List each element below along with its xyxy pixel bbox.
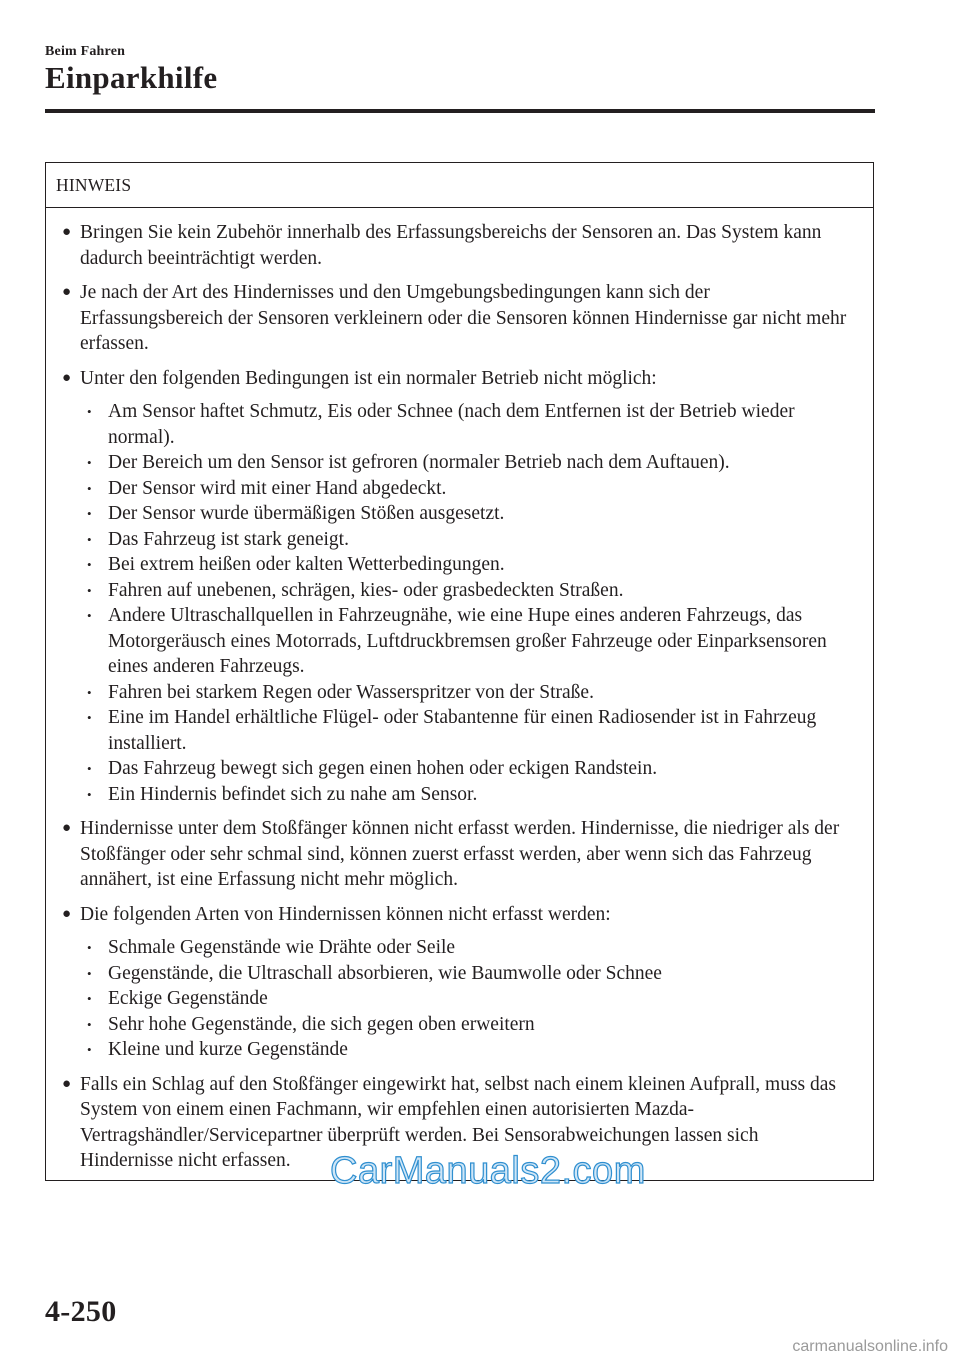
sub-list-item (80, 476, 855, 502)
sub-list-item (80, 527, 855, 553)
list-item-text: Hindernisse unter dem Stoßfänger können nicht erfasst werden. Hindernisse, die niedriger als der Stoßfänger oder sehr schmal sind, können zuerst erfasst werden, aber wenn sich das Fahrzeug annähert, ist eine Erfassung nicht mehr möglich. (80, 818, 840, 890)
small-bullet-icon: • (87, 480, 92, 496)
sub-list-item-text: Bei extrem heißen oder kalten Wetterbedingungen. (108, 554, 505, 575)
list-item (62, 280, 855, 357)
bullet-icon: ● (62, 1075, 72, 1092)
sub-list-item (80, 399, 855, 450)
small-bullet-icon: • (87, 786, 92, 802)
sub-list-item-text: Eine im Handel erhältliche Flügel- oder Stabantenne für einen Radiosender ist in Fahrzeug installiert. (108, 707, 817, 754)
list-item-text: Je nach der Art des Hindernisses und den Umgebungsbedingungen kann sich der Erfassungsbereich der Sensoren verkleinern oder die Sensoren können Hindernisse gar nicht mehr erfassen. (80, 282, 847, 354)
small-bullet-icon: • (87, 531, 92, 547)
sub-list-item (80, 961, 855, 987)
sub-list-item (80, 552, 855, 578)
sub-list-item-text: Das Fahrzeug ist stark geneigt. (108, 528, 349, 550)
small-bullet-icon: • (87, 965, 92, 981)
small-bullet-icon: • (87, 455, 92, 470)
header-divider (45, 109, 875, 113)
list-item (62, 816, 855, 893)
sub-list-item (80, 935, 855, 961)
bullet-icon: ● (62, 369, 72, 386)
sub-list-item (80, 450, 855, 476)
list-item (62, 366, 855, 808)
list-item (62, 220, 855, 271)
sub-list-item-text: Der Sensor wurde übermäßigen Stößen ausgesetzt. (108, 503, 505, 524)
sub-list-item-text: Ein Hindernis befindet sich zu nahe am Sensor. (108, 783, 478, 805)
sub-list-item-text: Fahren bei starkem Regen oder Wasserspritzer von der Straße. (108, 681, 594, 703)
sub-list-item-text: Das Fahrzeug bewegt sich gegen einen hohen oder eckigen Randstein. (108, 758, 658, 779)
sub-list-item-text: Gegenstände, die Ultraschall absorbieren, wie Baumwolle oder Schnee (108, 962, 662, 984)
sub-list-item (80, 705, 855, 756)
section-label: Beim Fahren (45, 44, 126, 59)
sub-list-item (80, 782, 855, 808)
sub-list-item-text: Der Bereich um den Sensor ist gefroren (normaler Betrieb nach dem Auftauen). (108, 452, 730, 473)
list-item-text: Die folgenden Arten von Hindernissen können nicht erfasst werden: (80, 903, 611, 925)
list-item-text: Unter den folgenden Bedingungen ist ein normaler Betrieb nicht möglich: (80, 367, 657, 389)
small-bullet-icon: • (87, 1016, 92, 1032)
sub-list-item (80, 1037, 855, 1063)
sub-list (80, 935, 855, 1063)
sub-list-item-text: Eckige Gegenstände (108, 988, 268, 1009)
small-bullet-icon: • (87, 991, 92, 1006)
bullet-icon: ● (62, 284, 72, 300)
small-bullet-icon: • (87, 940, 92, 955)
note-body (46, 208, 873, 1174)
small-bullet-icon: • (87, 1042, 92, 1057)
sub-list-item (80, 756, 855, 782)
watermark-logo: CarManuals2.com (330, 1150, 646, 1192)
small-bullet-icon: • (87, 404, 92, 419)
page-title: Einparkhilfe (45, 60, 218, 95)
sub-list-item (80, 501, 855, 527)
bullet-icon: ● (62, 224, 72, 240)
list-item-text: Falls ein Schlag auf den Stoßfänger eingewirkt hat, selbst nach einem kleinen Aufprall, muss das System von einem einen Fachmann, wir empfehlen einen autorisierten Mazda-Vertragshändler/Servicepartner überprüft werden. Bei Sensorabweichungen lassen sich Hindernisse nicht erfassen. (80, 1073, 836, 1171)
footer-site-label: carmanualsonline.info (792, 1338, 948, 1355)
bullet-icon: ● (62, 905, 72, 922)
page-number: 4-250 (45, 1295, 117, 1328)
small-bullet-icon: • (87, 608, 92, 623)
sub-list-item (80, 680, 855, 706)
small-bullet-icon: • (87, 710, 92, 725)
sub-list-item (80, 1012, 855, 1038)
list-item-text: Bringen Sie kein Zubehör innerhalb des Erfassungsbereichs der Sensoren an. Das System kann dadurch beeinträchtigt werden. (80, 222, 822, 269)
sub-list-item-text: Kleine und kurze Gegenstände (108, 1039, 348, 1060)
small-bullet-icon: • (87, 582, 92, 598)
list-item (62, 902, 855, 1063)
sub-list-item-text: Fahren auf unebenen, schrägen, kies- oder grasbedeckten Straßen. (108, 579, 624, 601)
sub-list-item (80, 603, 855, 680)
sub-list-item (80, 986, 855, 1012)
sub-list-item-text: Am Sensor haftet Schmutz, Eis oder Schnee (nach dem Entfernen ist der Betrieb wieder normal). (108, 401, 795, 448)
bullet-icon: ● (62, 820, 72, 836)
small-bullet-icon: • (87, 684, 92, 700)
sub-list-item (80, 578, 855, 604)
small-bullet-icon: • (87, 761, 92, 776)
note-heading: HINWEIS (46, 163, 873, 208)
small-bullet-icon: • (87, 506, 92, 521)
sub-list-item-text: Sehr hohe Gegenstände, die sich gegen oben erweitern (108, 1013, 535, 1035)
sub-list-item-text: Der Sensor wird mit einer Hand abgedeckt. (108, 477, 447, 499)
small-bullet-icon: • (87, 557, 92, 572)
sub-list (80, 399, 855, 807)
note-box (45, 162, 874, 1181)
sub-list-item-text: Andere Ultraschallquellen in Fahrzeugnähe, wie eine Hupe eines anderen Fahrzeugs, das Motorgeräusch eines Motorrads, Luftdruckbremsen großer Fahrzeuge oder Einparksensoren eines anderen Fahrzeugs. (108, 605, 827, 677)
sub-list-item-text: Schmale Gegenstände wie Drähte oder Seile (108, 937, 456, 958)
